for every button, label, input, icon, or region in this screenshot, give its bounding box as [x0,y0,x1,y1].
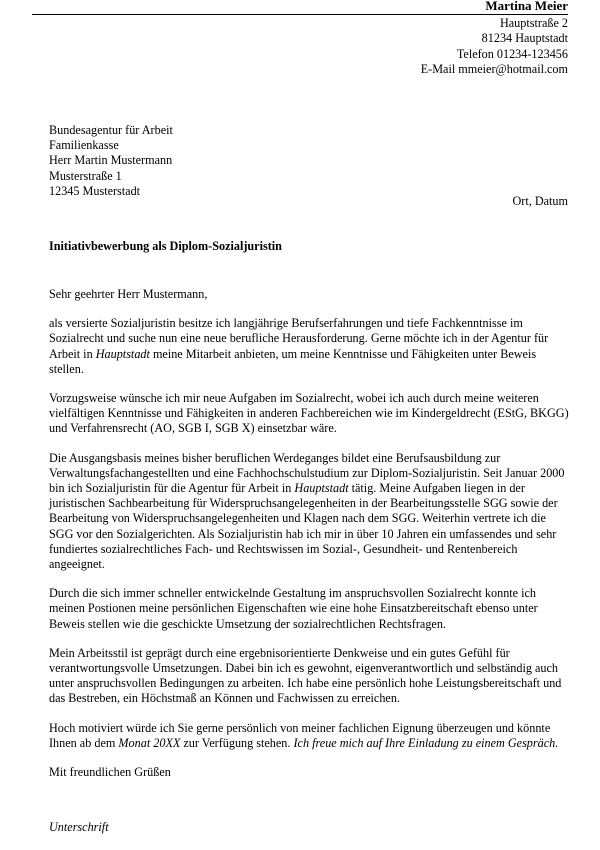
paragraph-1 [49,316,571,377]
closing-phrase: Mit freundlichen Grüßen [49,765,171,780]
sender-block [32,0,568,77]
recipient-line-5: 12345 Musterstadt [49,183,141,198]
paragraph-6-text-a: Hoch motiviert würde ich Sie gerne persönlich von meiner fachlichen Eignung überzeugen und könnte Ihnen ab dem [49,720,551,750]
place-date: Ort, Datum [512,194,568,208]
recipient-line-3: Herr Martin Mustermann [49,153,173,168]
paragraph-3 [49,451,571,573]
paragraph-4: Durch die sich immer schneller entwickelnde Gestaltung im anspruchsvollen Sozialrecht konnte ich meinen Postionen meine persönlichen Eigenschaften wie eine hohe Einsatzbereitschaft ebenso unter Beweis stellen wie die geschickte Umsetzung der sozialrechtlichen Rechtsfragen. [49,586,538,631]
recipient-line-1: Bundesagentur für Arbeit [49,123,173,137]
paragraph-3-city: Hauptstadt [294,481,349,496]
sender-email: E-Mail mmeier@hotmail.com [420,61,568,76]
salutation: Sehr geehrter Herr Mustermann, [49,287,208,301]
letter-body [49,287,571,794]
paragraph-3-text-a: Die Ausgangsbasis meines bisher beruflichen Werdeganges bildet eine Berufsausbildung zur Verwaltungsfachangestellten und eine Fachhochschulstudium zur Diplom-Sozialjuristin. Seit Januar 2000 bin ich Sozialjuristin für die Agentur für Arbeit in [49,450,565,496]
paragraph-6-closing-sentence: Ich freue mich auf Ihre Einladung zu einem Gespräch. [293,735,559,750]
paragraph-1-text-a: als versierte Sozialjuristin besitze ich langjährige Berufserfahrungen und tiefe Fachkenntnisse im Sozialrecht und suche nun eine neue berufliche Herausforderung. Gerne möchte ich in der Agentur für Arbeit in [49,316,549,361]
paragraph-3-text-c: tätig. Meine Aufgaben liegen in der juristischen Sachbearbeitung für Widerspruchsangelegenheiten in der Bearbeitungsstelle SGG sowie der Bearbeitung von Widerspruchsangelegenheiten und Klagen nach dem SGG. Weiterhin vertrete ich die SGG vor den Sozialgerichten. Als Sozialjuristin hab ich mir in über 10 Jahren ein umfassendes und sehr fundiertes sozialrechtliches Fach- und Rechtswissen im Sozial-, Gesundheit- und Rentenbereich angeeignet. [49,481,558,572]
recipient-line-2: Familienkasse [49,138,119,153]
recipient-line-4: Musterstraße 1 [49,168,122,183]
paragraph-5: Mein Arbeitsstil ist geprägt durch eine ergebnisorientierte Denkweise und ein gutes Gefühl für verantwortungsvolle Umsetzungen. Dabei bin ich es gewohnt, eigenverantwortlich und selbständig auch unter anspruchsvollen Bedingungen zu arbeiten. Ich habe eine persönlich hohe Leistungsbereitschaft und das Bestreben, ein Höchstmaß an Können und Fachwissen zu erreichen. [49,645,562,706]
subject-line: Initiativbewerbung als Diplom-Sozialjuristin [49,239,282,253]
signature-placeholder: Unterschrift [49,820,109,834]
paragraph-2: Vorzugsweise wünsche ich mir neue Aufgaben im Sozialrecht, wobei ich auch durch meine weiteren vielfältigen Kenntnisse und Fähigkeiten in anderen Fachbereichen wie im Kindergeldrecht (EStG, BKGG) und Verfahrensrecht (AO, SGB I, SGB X) einsetzbar wäre. [49,391,569,436]
sender-phone: Telefon 01234-123456 [456,46,568,61]
paragraph-6-text-c: zur Verfügung stehen. [180,735,294,750]
sender-street: Hauptstraße 2 [499,16,568,31]
paragraph-6 [49,721,571,751]
sender-city: 81234 Hauptstadt [481,31,568,46]
recipient-block [49,123,173,199]
sender-name: Martina Meier [32,0,568,15]
paragraph-1-city: Hauptstadt [95,346,150,361]
paragraph-6-month: Monat 20XX [118,735,181,750]
paragraph-1-text-c: meine Mitarbeit anbieten, um meine Kenntnisse und Fähigkeiten unter Beweis stellen. [49,346,537,376]
